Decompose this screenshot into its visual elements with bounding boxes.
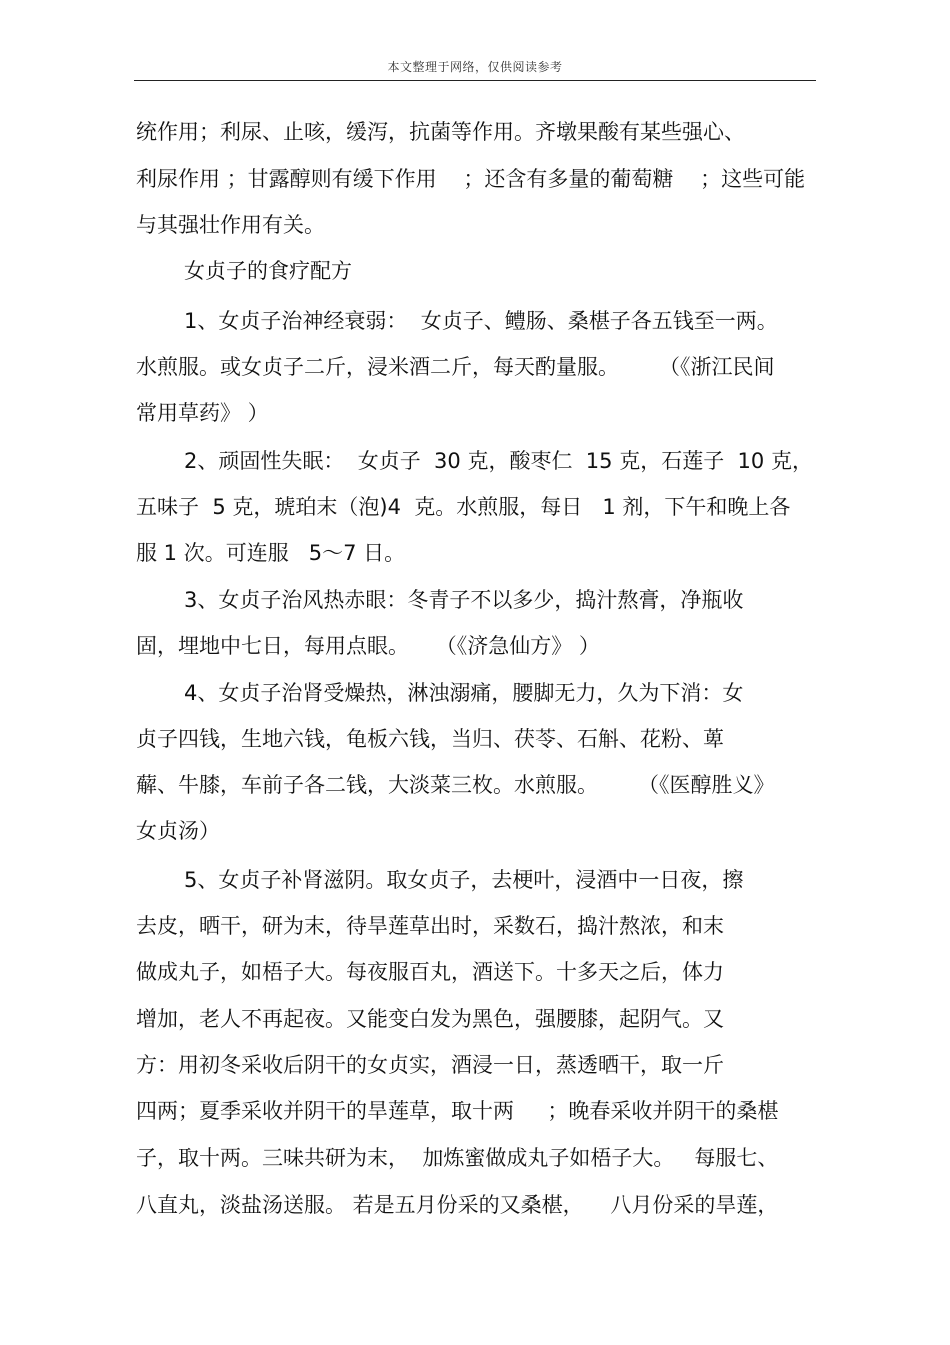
page-header: 本文整理于网络，仅供阅读参考 xyxy=(387,60,563,74)
text-line: 增加，老人不再起夜。又能变白发为黑色，强腰膝，起阴气。又 xyxy=(136,1007,724,1031)
text-line: 常用草药》 ） xyxy=(136,401,269,425)
text-line: 4、女贞子治肾受燥热，淋浊溺痛，腰脚无力，久为下消：女 xyxy=(184,681,744,705)
text-line: 固，埋地中七日，每用点眼。 （《济急仙方》 ） xyxy=(136,634,600,658)
text-line: 贞子四钱，生地六钱，龟板六钱，当归、茯苓、石斛、花粉、萆 xyxy=(136,727,724,751)
text-line: 做成丸子，如梧子大。每夜服百丸，酒送下。十多天之后，体力 xyxy=(136,960,724,984)
text-line: 五味子 5 克，琥珀末（泡)4 克。水煎服，每日 1 剂，下午和晚上各 xyxy=(136,495,791,519)
text-line: 八直丸，淡盐汤送服。 若是五月份采的又桑椹， 八月份采的旱莲， xyxy=(136,1193,779,1217)
text-line: 与其强壮作用有关。 xyxy=(136,213,325,237)
header-divider xyxy=(134,80,816,81)
text-line: 水煎服。或女贞子二斤，浸米酒二斤，每天酌量服。 （《浙江民间 xyxy=(136,355,775,379)
text-line: 去皮，晒干，研为末，待旱莲草出时，采数石，捣汁熬浓，和末 xyxy=(136,914,724,938)
text-line: 服 1 次。可连服 5～7 日。 xyxy=(136,541,406,565)
text-line: 统作用；利尿、止咳，缓泻，抗菌等作用。齐墩果酸有某些强心、 xyxy=(136,120,745,144)
text-line: 四两；夏季采收并阴干的旱莲草，取十两 ；晚春采收并阴干的桑椹 xyxy=(136,1099,779,1123)
text-line: 女贞汤） xyxy=(136,819,220,843)
section-heading: 女贞子的食疗配方 xyxy=(184,259,352,283)
text-line: 方：用初冬采收后阴干的女贞实，酒浸一日，蒸透晒干，取一斤 xyxy=(136,1053,724,1077)
text-line: 子，取十两。三味共研为末， 加炼蜜做成丸子如梧子大。 每服七、 xyxy=(136,1146,779,1170)
text-line: 2、顽固性失眠： 女贞子 30 克，酸枣仁 15 克，石莲子 10 克， xyxy=(184,449,813,473)
text-line: 1、女贞子治神经衰弱： 女贞子、鳢肠、桑椹子各五钱至一两。 xyxy=(184,309,778,333)
text-line: 5、女贞子补肾滋阴。取女贞子，去梗叶，浸酒中一日夜，擦 xyxy=(184,868,744,892)
text-line: 利尿作用 ；甘露醇则有缓下作用 ；还含有多量的葡萄糖 ；这些可能 xyxy=(136,167,806,191)
text-line: 3、女贞子治风热赤眼：冬青子不以多少，捣汁熬膏，净瓶收 xyxy=(184,588,744,612)
text-line: 薢、牛膝，车前子各二钱，大淡菜三枚。水煎服。 （《医醇胜义》 xyxy=(136,773,775,797)
